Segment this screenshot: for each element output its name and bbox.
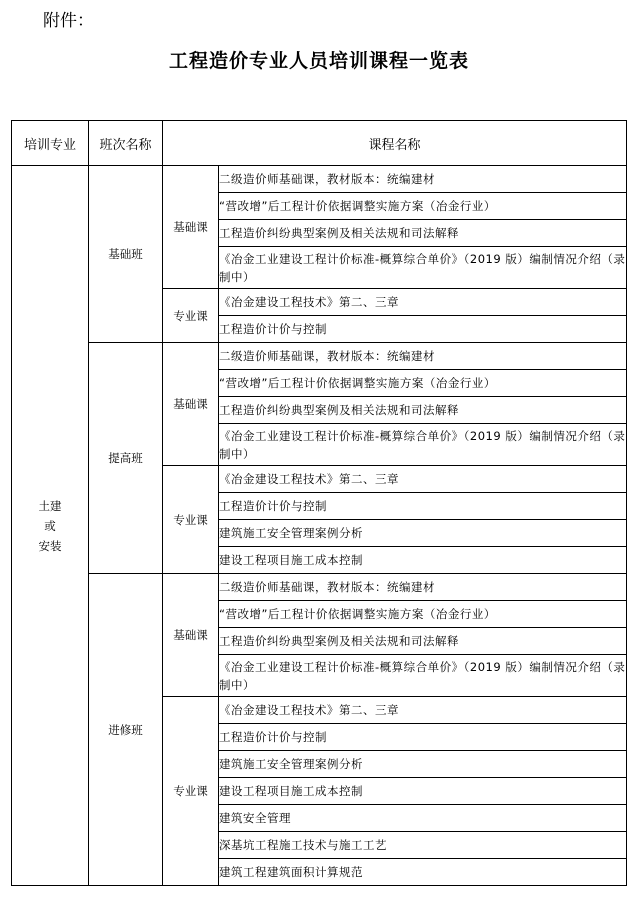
course-table [11,120,627,886]
table-row [12,166,627,193]
course-name-cell: “营改增”后工程计价依据调整实施方案（冶金行业） [219,193,627,220]
course-group-cell: 基础课 [163,574,219,697]
course-table-body [12,166,627,886]
course-name-cell: 工程造价计价与控制 [219,316,627,343]
major-line: 安装 [38,538,62,553]
major-line: 或 [44,518,56,533]
course-name-cell: 《冶金工业建设工程计价标准-概算综合单价》（2019 版）编制情况介绍（录制中） [219,655,627,697]
class-name-cell: 基础班 [89,166,163,343]
course-group-cell: 基础课 [163,343,219,466]
course-name-cell: 工程造价纠纷典型案例及相关法规和司法解释 [219,397,627,424]
course-name-cell: 二级造价师基础课，教材版本：统编建材 [219,343,627,370]
page-title: 工程造价专业人员培训课程一览表 [168,50,469,72]
major-line: 土建 [38,498,62,513]
course-name-cell: 二级造价师基础课，教材版本：统编建材 [219,166,627,193]
course-name-cell: 《冶金建设工程技术》第二、三章 [219,289,627,316]
course-name-cell: 《冶金建设工程技术》第二、三章 [219,697,627,724]
course-name-cell: 《冶金建设工程技术》第二、三章 [219,466,627,493]
table-row [12,343,627,370]
course-name-cell: 建筑工程建筑面积计算规范 [219,859,627,886]
class-name-cell: 提高班 [89,343,163,574]
course-group-cell: 专业课 [163,697,219,886]
attachment-label: 附件： [43,11,94,31]
course-name-cell: 二级造价师基础课，教材版本：统编建材 [219,574,627,601]
header-major: 培训专业 [12,121,89,166]
course-name-cell: 工程造价计价与控制 [219,724,627,751]
major-cell [12,166,89,886]
course-name-cell: 《冶金工业建设工程计价标准-概算综合单价》（2019 版）编制情况介绍（录制中） [219,247,627,289]
course-name-cell: “营改增”后工程计价依据调整实施方案（冶金行业） [219,601,627,628]
course-name-cell: 建筑施工安全管理案例分析 [219,520,627,547]
course-group-cell: 基础课 [163,166,219,289]
table-row [12,574,627,601]
course-name-cell: 工程造价纠纷典型案例及相关法规和司法解释 [219,628,627,655]
course-name-cell: “营改增”后工程计价依据调整实施方案（冶金行业） [219,370,627,397]
course-name-cell: 建筑安全管理 [219,805,627,832]
course-name-cell: 深基坑工程施工技术与施工工艺 [219,832,627,859]
class-name-cell: 进修班 [89,574,163,886]
course-name-cell: 工程造价纠纷典型案例及相关法规和司法解释 [219,220,627,247]
course-group-cell: 专业课 [163,466,219,574]
header-row [12,121,627,166]
header-course: 课程名称 [163,121,627,166]
course-name-cell: 建设工程项目施工成本控制 [219,778,627,805]
course-group-cell: 专业课 [163,289,219,343]
course-name-cell: 工程造价计价与控制 [219,493,627,520]
course-name-cell: 建筑施工安全管理案例分析 [219,751,627,778]
course-name-cell: 《冶金工业建设工程计价标准-概算综合单价》（2019 版）编制情况介绍（录制中） [219,424,627,466]
header-class: 班次名称 [89,121,163,166]
course-name-cell: 建设工程项目施工成本控制 [219,547,627,574]
